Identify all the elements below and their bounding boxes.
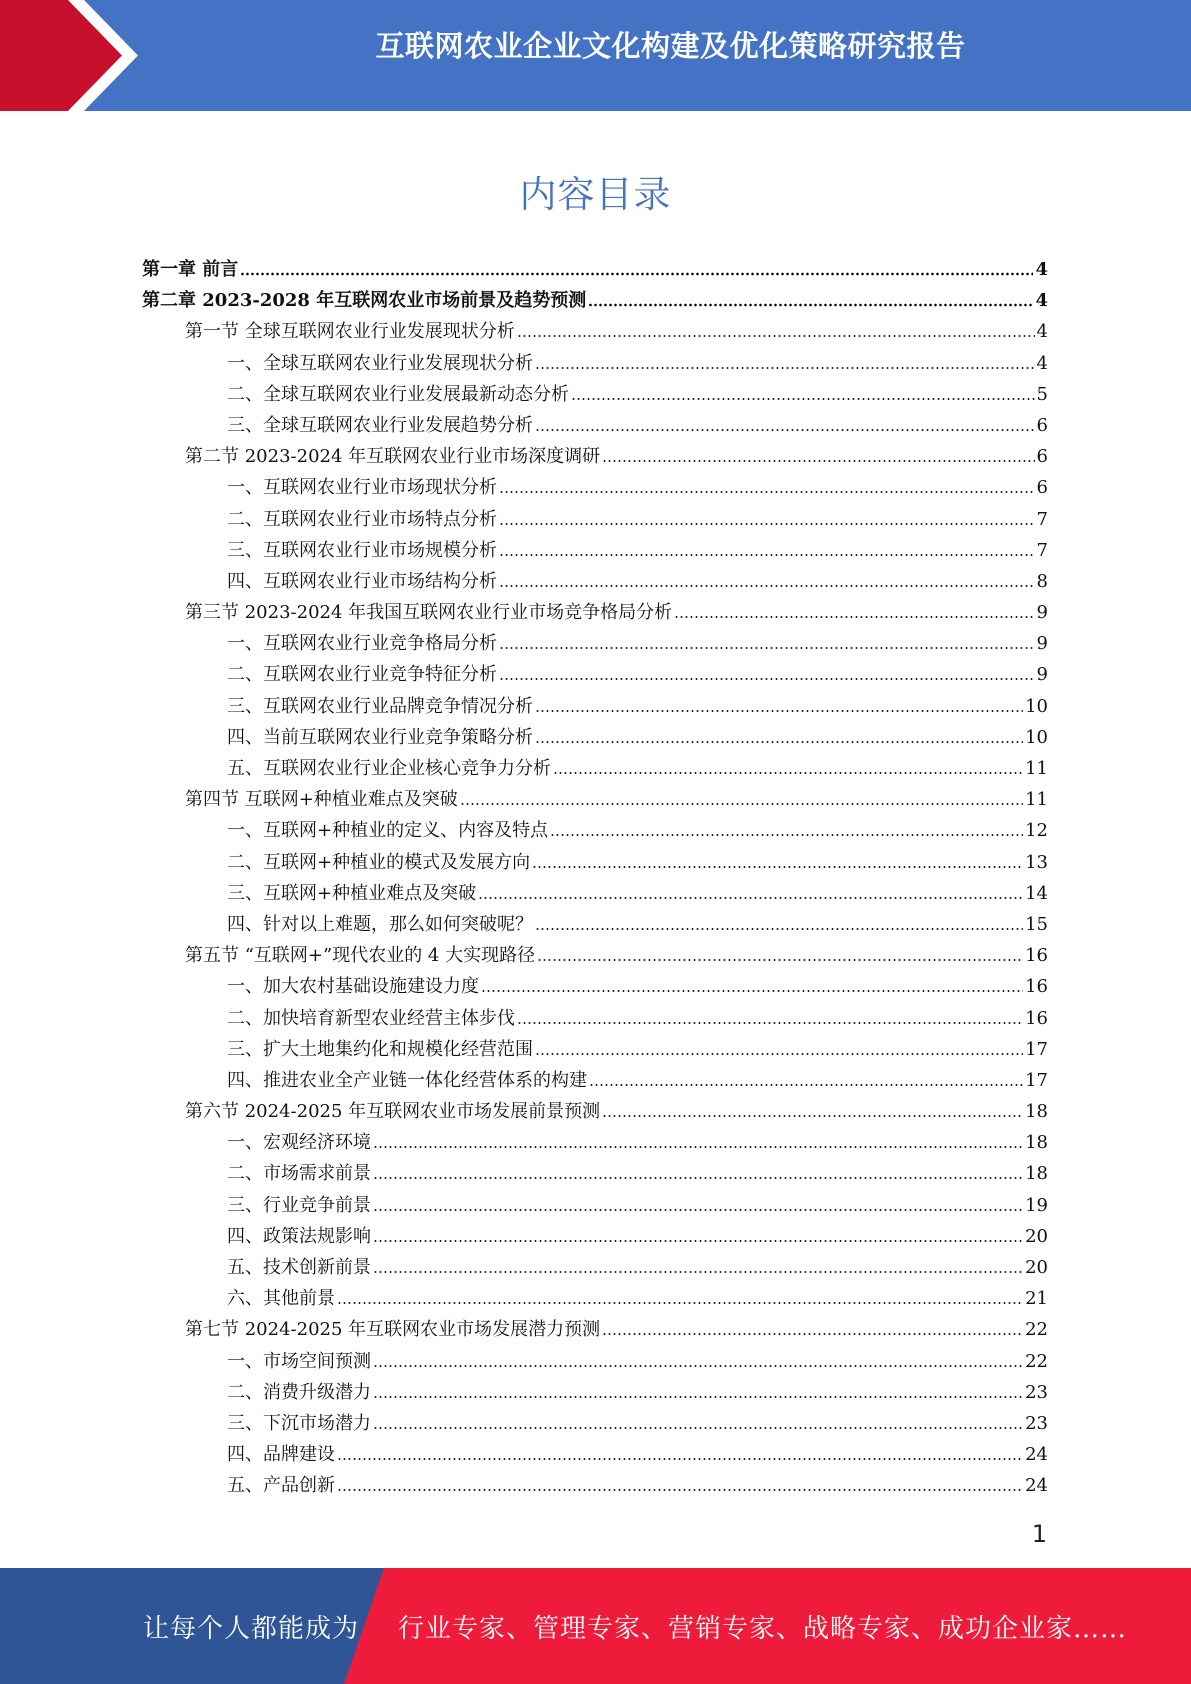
toc-entry-title: 四、政策法规影响 [227, 1225, 371, 1247]
toc-dot-leader [588, 289, 1033, 307]
toc-entry-title: 四、针对以上难题，那么如何突破呢？ [227, 913, 533, 935]
toc-entry[interactable] [142, 1314, 1048, 1345]
toc-entry-title: 三、互联网+种植业难点及突破 [227, 882, 477, 904]
toc-entry-page: 6 [1036, 446, 1048, 468]
toc-entry-page: 9 [1036, 633, 1048, 655]
toc-entry-title: 第五节 “互联网+”现代农业的 4 大实现路径 [185, 945, 536, 967]
toc-entry-title: 第四节 互联网+种植业难点及突破 [185, 789, 458, 811]
toc-entry-page: 24 [1025, 1444, 1048, 1466]
toc-entry-title: 第一章 前言 [142, 259, 239, 280]
toc-entry-page: 4 [1035, 259, 1048, 280]
toc-entry[interactable] [142, 815, 1048, 846]
toc-entry-page: 7 [1036, 539, 1048, 561]
toc-dot-leader [499, 476, 1035, 494]
toc-dot-leader [373, 1131, 1023, 1149]
toc-entry-page: 11 [1025, 758, 1048, 779]
toc-entry[interactable] [142, 316, 1048, 347]
toc-entry[interactable] [142, 1346, 1048, 1377]
toc-dot-leader [337, 1287, 1023, 1305]
toc-entry[interactable] [142, 1127, 1048, 1158]
page-header [0, 0, 1191, 111]
toc-entry-page: 16 [1025, 976, 1048, 998]
toc-entry-title: 一、市场空间预测 [227, 1350, 371, 1372]
toc-dot-leader [535, 726, 1023, 744]
toc-dot-leader [373, 1381, 1023, 1399]
toc-entry[interactable] [142, 847, 1048, 878]
toc-entry-page: 9 [1036, 664, 1048, 686]
toc-entry-page: 15 [1025, 913, 1048, 935]
toc-dot-leader [499, 663, 1035, 681]
toc-entry[interactable] [142, 254, 1048, 285]
toc-dot-leader [602, 445, 1034, 463]
toc-entry-title: 第二节 2023-2024 年互联网农业行业市场深度调研 [185, 446, 601, 468]
toc-entry[interactable] [142, 1065, 1048, 1096]
toc-dot-leader [571, 383, 1035, 401]
toc-entry[interactable] [142, 909, 1048, 940]
toc-entry-title: 第二章 2023-2028 年互联网农业市场前景及趋势预测 [142, 290, 587, 312]
toc-entry-page: 19 [1025, 1194, 1048, 1216]
toc-entry[interactable] [142, 1003, 1048, 1034]
toc-entry-page: 18 [1025, 1101, 1048, 1123]
toc-entry-title: 五、技术创新前景 [227, 1257, 371, 1278]
toc-entry-page: 8 [1036, 570, 1048, 592]
page-number: 1 [1031, 1520, 1047, 1548]
toc-entry[interactable] [142, 1377, 1048, 1408]
toc-entry[interactable] [142, 1439, 1048, 1470]
toc-entry-page: 24 [1025, 1475, 1048, 1497]
toc-entry-title: 一、互联网+种植业的定义、内容及特点 [227, 820, 549, 842]
toc-entry-page: 17 [1025, 1069, 1048, 1091]
toc-entry[interactable] [142, 971, 1048, 1002]
toc-entry[interactable] [142, 1470, 1048, 1501]
toc-entry[interactable] [142, 1158, 1048, 1189]
toc-entry-page: 21 [1025, 1288, 1048, 1310]
toc-dot-leader [460, 788, 1023, 806]
toc-dot-leader [550, 819, 1023, 837]
toc-entry-title: 四、推进农业全产业链一体化经营体系的构建 [227, 1069, 587, 1091]
toc-entry-page: 13 [1025, 851, 1048, 873]
toc-entry-title: 第一节 全球互联网农业行业发展现状分析 [185, 321, 515, 343]
toc-entry-title: 三、互联网农业行业市场规模分析 [227, 539, 497, 561]
toc-entry-title: 三、扩大土地集约化和规模化经营范围 [227, 1038, 533, 1060]
toc-entry-title: 二、市场需求前景 [227, 1163, 371, 1185]
toc-entry-page: 23 [1025, 1381, 1048, 1403]
toc-entry-page: 10 [1025, 695, 1048, 717]
toc-dot-leader [499, 632, 1035, 650]
toc-entry[interactable] [142, 410, 1048, 441]
toc-entry-page: 6 [1036, 414, 1048, 436]
toc-entry-page: 11 [1025, 789, 1048, 811]
toc-entry-title: 三、行业竞争前景 [227, 1194, 371, 1216]
toc-dot-leader [337, 1474, 1023, 1492]
toc-entry[interactable] [142, 285, 1048, 316]
toc-entry-page: 5 [1036, 383, 1048, 405]
toc-entry-page: 20 [1025, 1225, 1048, 1247]
toc-entry-title: 一、互联网农业行业市场现状分析 [227, 477, 497, 499]
toc-dot-leader [373, 1194, 1023, 1212]
toc-entry[interactable] [142, 1221, 1048, 1252]
page-footer [0, 1568, 1191, 1684]
toc-entry-page: 22 [1025, 1319, 1048, 1341]
toc-entry[interactable] [142, 348, 1048, 379]
toc-dot-leader [517, 1007, 1023, 1025]
toc-entry[interactable] [142, 659, 1048, 690]
toc-entry[interactable] [142, 784, 1048, 815]
toc-dot-leader [535, 352, 1035, 370]
report-title: 互联网农业企业文化构建及优化策略研究报告 [375, 29, 966, 63]
toc-dot-leader [373, 1225, 1023, 1243]
toc-dot-leader [535, 695, 1023, 713]
toc-entry-page: 10 [1025, 726, 1048, 748]
toc-entry-title: 四、当前互联网农业行业竞争策略分析 [227, 726, 533, 748]
toc-entry-title: 第六节 2024-2025 年互联网农业市场发展前景预测 [185, 1101, 601, 1123]
toc-entry[interactable] [142, 1190, 1048, 1221]
chevron-arrow-icon [0, 0, 160, 111]
toc-entry[interactable] [142, 597, 1048, 628]
toc-entry-page: 4 [1036, 352, 1048, 374]
toc-entry-page: 6 [1036, 477, 1048, 499]
toc-entry-page: 16 [1025, 945, 1048, 967]
toc-dot-leader [373, 1256, 1023, 1274]
toc-entry-title: 第三节 2023-2024 年我国互联网农业行业市场竞争格局分析 [185, 602, 673, 624]
toc-dot-leader [240, 258, 1033, 276]
toc-entry-title: 三、下沉市场潜力 [227, 1412, 371, 1434]
table-of-contents [142, 254, 1048, 1502]
toc-dot-leader [499, 570, 1035, 588]
toc-dot-leader [535, 913, 1023, 931]
toc-entry[interactable] [142, 504, 1048, 535]
toc-dot-leader [373, 1162, 1023, 1180]
toc-entry-title: 三、全球互联网农业行业发展趋势分析 [227, 414, 533, 436]
toc-entry[interactable] [142, 878, 1048, 909]
toc-entry[interactable] [142, 1096, 1048, 1127]
toc-entry-title: 一、加大农村基础设施建设力度 [227, 976, 479, 998]
toc-entry[interactable] [142, 379, 1048, 410]
toc-entry-title: 第七节 2024-2025 年互联网农业市场发展潜力预测 [185, 1319, 601, 1341]
toc-entry-title: 五、产品创新 [227, 1475, 335, 1497]
footer-slogan-right: 行业专家、管理专家、营销专家、战略专家、成功企业家…… [398, 1614, 1128, 1644]
toc-dot-leader [674, 601, 1034, 619]
toc-dot-leader [373, 1412, 1023, 1430]
toc-entry-page: 16 [1025, 1007, 1048, 1029]
toc-entry[interactable] [142, 472, 1048, 503]
toc-heading: 内容目录 [519, 173, 672, 216]
toc-entry-page: 20 [1025, 1257, 1048, 1278]
toc-entry-title: 二、加快培育新型农业经营主体步伐 [227, 1007, 515, 1029]
toc-entry[interactable] [142, 628, 1048, 659]
toc-dot-leader [532, 851, 1023, 869]
toc-dot-leader [535, 414, 1035, 432]
toc-entry-page: 17 [1025, 1038, 1048, 1060]
toc-entry-title: 四、品牌建设 [227, 1444, 335, 1466]
toc-entry[interactable] [142, 441, 1048, 472]
toc-entry[interactable] [142, 1283, 1048, 1314]
toc-entry-page: 12 [1025, 820, 1048, 842]
toc-dot-leader [602, 1100, 1023, 1118]
toc-entry-page: 14 [1025, 882, 1048, 904]
toc-dot-leader [535, 1038, 1023, 1056]
toc-entry[interactable] [142, 535, 1048, 566]
toc-entry-page: 4 [1036, 321, 1048, 343]
toc-dot-leader [499, 539, 1035, 557]
toc-entry-title: 四、互联网农业行业市场结构分析 [227, 570, 497, 592]
toc-dot-leader [537, 944, 1023, 962]
toc-entry-title: 二、互联网+种植业的模式及发展方向 [227, 851, 531, 873]
toc-entry[interactable] [142, 1252, 1048, 1283]
toc-entry-title: 一、宏观经济环境 [227, 1132, 371, 1154]
toc-entry-title: 一、全球互联网农业行业发展现状分析 [227, 352, 533, 374]
toc-dot-leader [553, 757, 1023, 775]
toc-entry[interactable] [142, 940, 1048, 971]
toc-entry[interactable] [142, 1034, 1048, 1065]
toc-entry-title: 六、其他前景 [227, 1288, 335, 1310]
toc-dot-leader [337, 1443, 1023, 1461]
toc-entry-page: 18 [1025, 1163, 1048, 1185]
toc-entry[interactable] [142, 753, 1048, 784]
toc-dot-leader [481, 975, 1023, 993]
toc-entry-title: 二、互联网农业行业市场特点分析 [227, 508, 497, 530]
toc-entry[interactable] [142, 722, 1048, 753]
toc-entry-page: 23 [1025, 1412, 1048, 1434]
toc-entry-title: 二、消费升级潜力 [227, 1381, 371, 1403]
toc-entry-title: 三、互联网农业行业品牌竞争情况分析 [227, 695, 533, 717]
toc-entry[interactable] [142, 1408, 1048, 1439]
toc-dot-leader [602, 1318, 1023, 1336]
toc-entry-title: 五、互联网农业行业企业核心竞争力分析 [227, 758, 551, 779]
toc-dot-leader [373, 1350, 1023, 1368]
toc-dot-leader [478, 882, 1023, 900]
toc-entry[interactable] [142, 691, 1048, 722]
footer-slogan-left: 让每个人都能成为 [143, 1614, 360, 1644]
toc-dot-leader [499, 508, 1035, 526]
toc-dot-leader [589, 1069, 1023, 1087]
toc-entry-page: 4 [1035, 290, 1048, 312]
toc-entry-page: 9 [1036, 602, 1048, 624]
toc-entry-title: 一、互联网农业行业竞争格局分析 [227, 633, 497, 655]
toc-entry-page: 18 [1025, 1132, 1048, 1154]
toc-entry-page: 7 [1036, 508, 1048, 530]
toc-entry-page: 22 [1025, 1350, 1048, 1372]
toc-dot-leader [517, 320, 1035, 338]
toc-entry-title: 二、互联网农业行业竞争特征分析 [227, 664, 497, 686]
toc-entry[interactable] [142, 566, 1048, 597]
toc-entry-title: 二、全球互联网农业行业发展最新动态分析 [227, 383, 569, 405]
